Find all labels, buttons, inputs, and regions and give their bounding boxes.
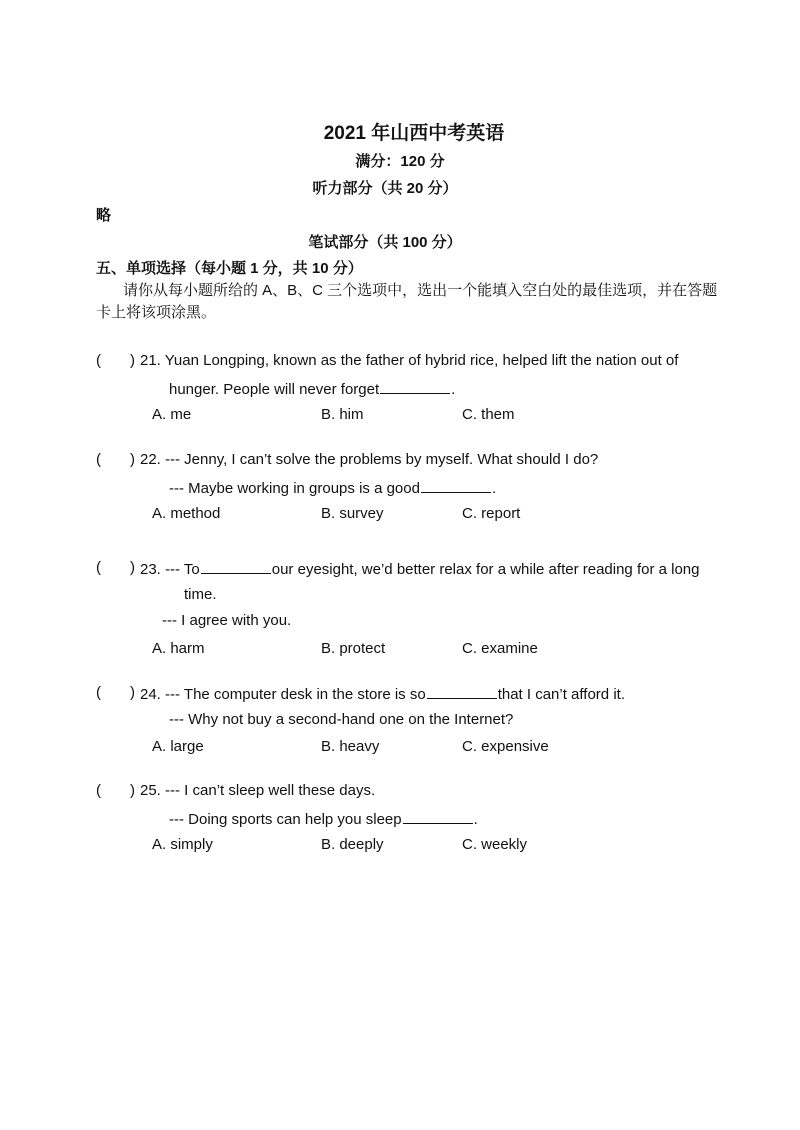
- option-a: A. harm: [152, 640, 205, 657]
- answer-paren-open: (: [96, 451, 101, 468]
- question-text-segment: .: [491, 480, 497, 497]
- answer-blank: [427, 684, 497, 699]
- answer-paren-close: ): [130, 782, 135, 799]
- question-text-segment: 24. --- The computer desk in the store is so: [140, 686, 426, 703]
- answer-blank: [380, 379, 450, 394]
- answer-paren-close: ): [130, 451, 135, 468]
- question-text-segment: --- Doing sports can help you sleep: [169, 811, 402, 828]
- question-text-segment: our eyesight, we’d better relax for a while after reading for a long: [271, 561, 700, 578]
- question-text-continued: [169, 478, 496, 497]
- instruction-line-2: 卡上将该项涂黑。: [96, 304, 217, 321]
- question-text-segment: .: [473, 811, 478, 828]
- question-text: 21. Yuan Longping, known as the father of hybrid rice, helped lift the nation out of: [140, 352, 679, 369]
- answer-paren-close: ): [130, 559, 135, 576]
- option-c: C. report: [462, 505, 521, 522]
- answer-paren-open: (: [96, 684, 101, 701]
- answer-paren-close: ): [130, 352, 135, 369]
- question-text-segment: that I can’t afford it.: [497, 686, 625, 703]
- question-text: [140, 684, 625, 703]
- answer-paren-close: ): [130, 684, 135, 701]
- answer-paren-open: (: [96, 559, 101, 576]
- option-c: C. examine: [462, 640, 538, 657]
- option-a: A. simply: [152, 836, 213, 853]
- option-b: B. survey: [321, 505, 384, 522]
- question-dialogue-reply: --- Why not buy a second-hand one on the Internet?: [169, 711, 514, 728]
- question-text-segment: --- Maybe working in groups is a good: [169, 480, 420, 497]
- option-b: B. deeply: [321, 836, 384, 853]
- question-text-segment: hunger. People will never forget: [169, 381, 380, 398]
- answer-paren-open: (: [96, 352, 101, 369]
- question-text: 22. --- Jenny, I can’t solve the problems by myself. What should I do?: [140, 451, 599, 468]
- answer-blank: [403, 809, 473, 824]
- option-b: B. heavy: [321, 738, 380, 755]
- instruction-line-1: 请你从每小题所给的 A、B、C 三个选项中，选出一个能填入空白处的最佳选项，并在答题: [123, 282, 718, 299]
- option-b: B. him: [321, 406, 364, 423]
- option-c: C. expensive: [462, 738, 549, 755]
- question-text: [140, 559, 699, 578]
- question-text-continued: [169, 809, 478, 828]
- section-five-heading: 五、单项选择（每小题 1 分，共 10 分）: [96, 260, 363, 277]
- question-text-continued: time.: [184, 586, 217, 603]
- option-b: B. protect: [321, 640, 386, 657]
- option-a: A. method: [152, 505, 221, 522]
- question-text-segment: .: [451, 381, 456, 398]
- option-a: A. large: [152, 738, 204, 755]
- full-score: 满分：120 分: [355, 153, 445, 170]
- answer-paren-open: (: [96, 782, 101, 799]
- question-text: 25. --- I can’t sleep well these days.: [140, 782, 376, 799]
- question-text-continued: [169, 379, 455, 398]
- page-title: 2021 年山西中考英语: [323, 123, 505, 144]
- option-c: C. them: [462, 406, 515, 423]
- option-c: C. weekly: [462, 836, 528, 853]
- listening-section-heading: 听力部分（共 20 分）: [312, 180, 458, 197]
- answer-blank: [421, 478, 491, 493]
- question-text-segment: 23. --- To: [140, 561, 200, 578]
- listening-omitted-note: 略: [96, 207, 112, 224]
- written-section-heading: 笔试部分（共 100 分）: [308, 234, 462, 251]
- option-a: A. me: [152, 406, 192, 423]
- answer-blank: [201, 559, 271, 574]
- question-dialogue-reply: --- I agree with you.: [162, 612, 292, 629]
